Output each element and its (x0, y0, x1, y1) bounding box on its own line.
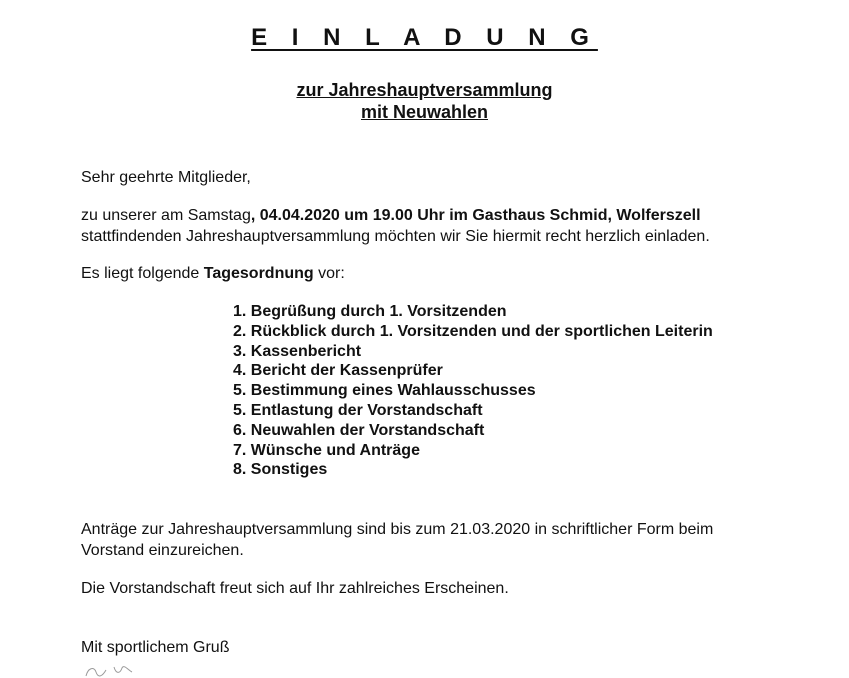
closing-sentence: Die Vorstandschaft freut sich auf Ihr zahlreiches Erscheinen. (81, 580, 509, 597)
signature-icon (84, 662, 144, 678)
document-subtitle-line2: mit Neuwahlen (360, 102, 489, 122)
document-title: E I N L A D U N G (251, 24, 598, 51)
motions-line1: Anträge zur Jahreshauptversammlung sind bis zum 21.03.2020 in schriftlicher Form beim (81, 521, 714, 538)
document-subtitle-line1: zur Jahreshauptversammlung (296, 80, 553, 100)
invitation-line1 (81, 205, 701, 226)
agenda-item: 7. Wünsche und Anträge (233, 441, 420, 459)
agenda-list (233, 302, 713, 480)
agenda-item: 2. Rückblick durch 1. Vorsitzenden und der sportlichen Leiterin (233, 322, 713, 340)
agenda-item: 8. Sonstiges (233, 461, 328, 479)
motions-line2: Vorstand einzureichen. (81, 542, 244, 559)
agenda-item: 4. Bericht der Kassenprüfer (233, 362, 443, 380)
agenda-intro-keyword: Tagesordnung (203, 265, 314, 282)
invitation-date-location: , 04.04.2020 um 19.00 Uhr im Gasthaus Schmid, Wolferszell (250, 207, 701, 224)
salutation: Sehr geehrte Mitglieder, (81, 169, 251, 186)
invitation-prefix: zu unserer am Samstag (81, 207, 251, 224)
agenda-item: 3. Kassenbericht (233, 342, 362, 360)
agenda-intro (81, 263, 345, 284)
agenda-intro-suffix: vor: (313, 265, 345, 282)
agenda-item: 5. Bestimmung eines Wahlausschusses (233, 382, 536, 400)
agenda-item: 6. Neuwahlen der Vorstandschaft (233, 421, 485, 439)
invitation-line2: stattfindenden Jahreshauptversammlung möchten wir Sie hiermit recht herzlich einladen. (81, 228, 710, 245)
agenda-item: 5. Entlastung der Vorstandschaft (233, 401, 483, 419)
agenda-item: 1. Begrüßung durch 1. Vorsitzenden (233, 303, 507, 320)
greeting: Mit sportlichem Gruß (81, 639, 230, 656)
agenda-intro-prefix: Es liegt folgende (81, 265, 204, 282)
